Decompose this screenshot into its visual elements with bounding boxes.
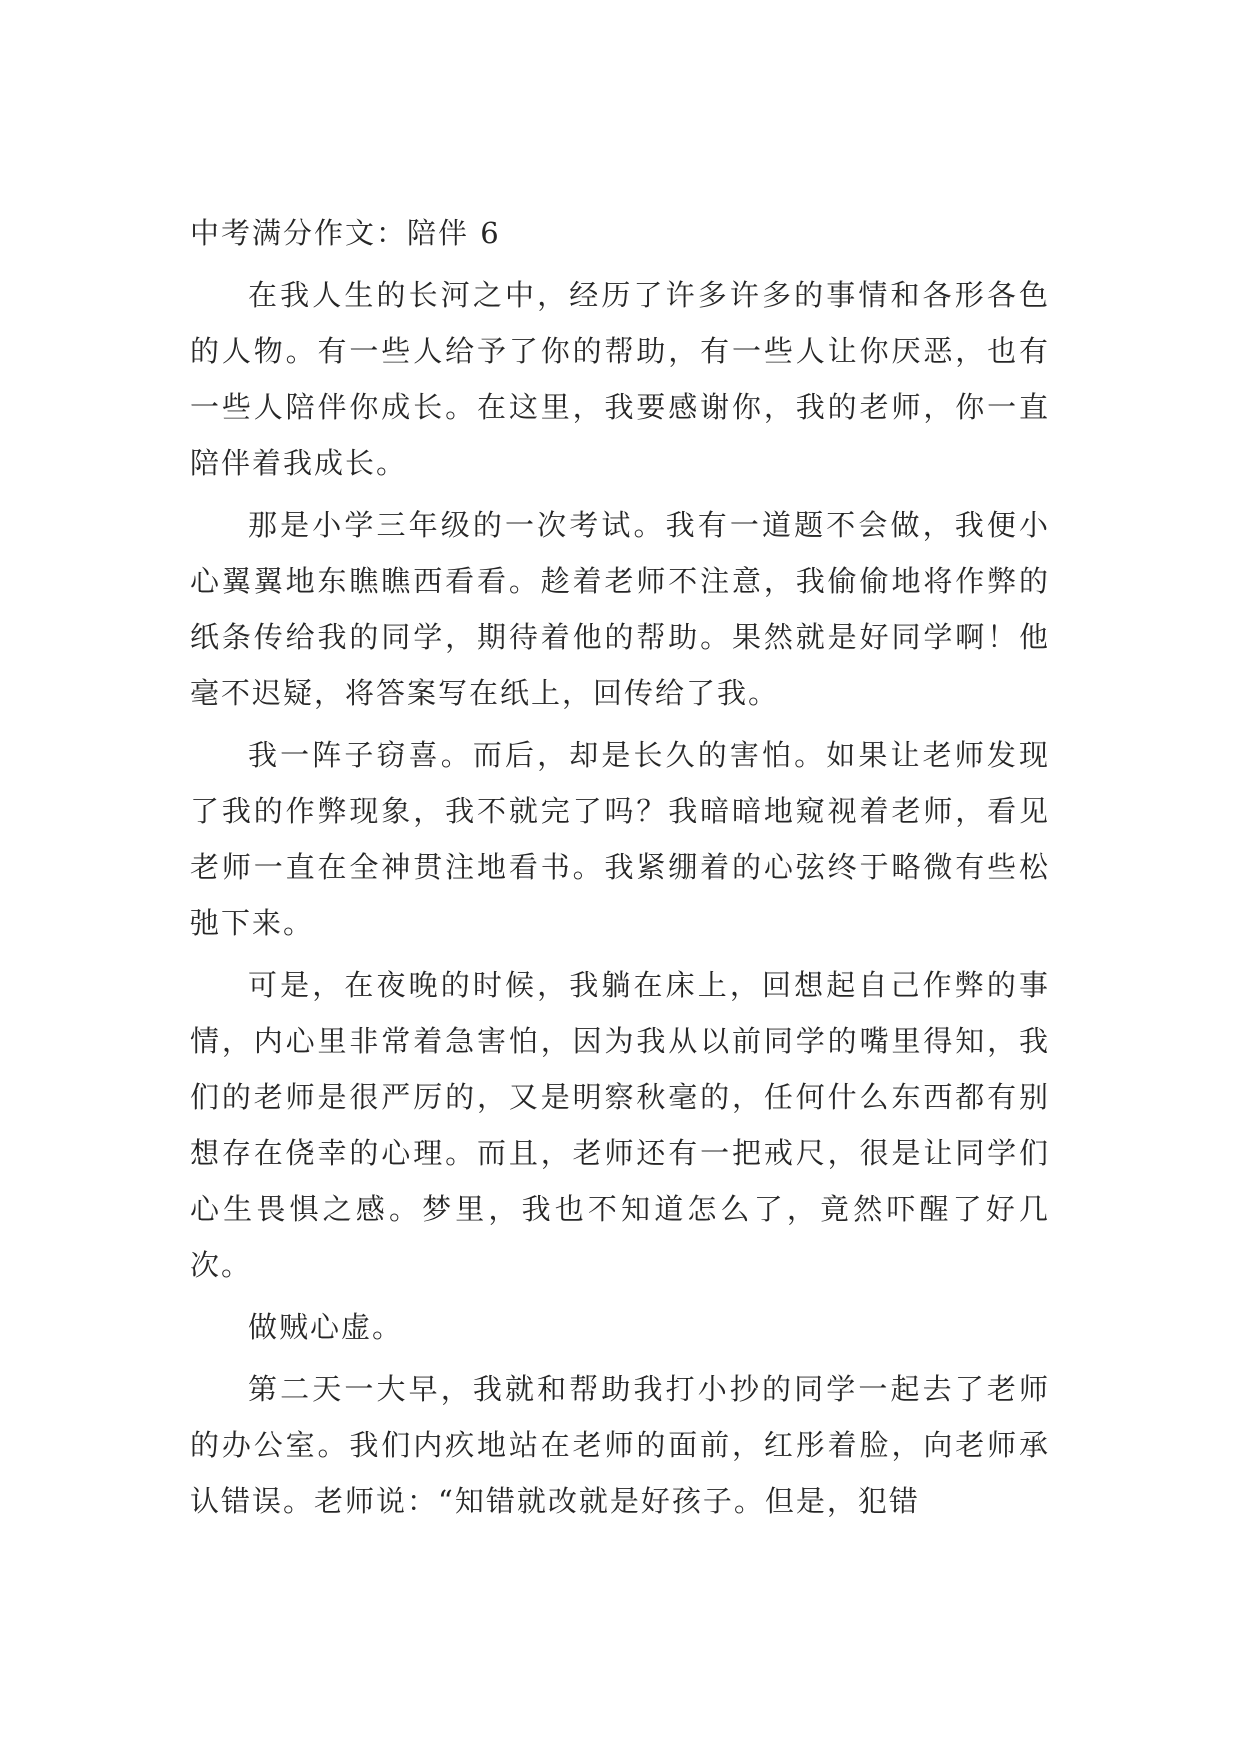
paragraph: 在我人生的长河之中，经历了许多许多的事情和各形各色的人物。有一些人给予了你的帮助，有一些人让你厌恶，也有一些人陪伴你成长。在这里，我要感谢你，我的老师，你一直陪伴着我成长。: [190, 278, 1050, 480]
paragraph: 第二天一大早，我就和帮助我打小抄的同学一起去了老师的办公室。我们内疚地站在老师的面前，红彤着脸，向老师承认错误。老师说：“知错就改就是好孩子。但是，犯错: [190, 1372, 1050, 1518]
paragraph: 可是，在夜晚的时候，我躺在床上，回想起自己作弊的事情，内心里非常着急害怕，因为我从以前同学的嘴里得知，我们的老师是很严厉的，又是明察秋毫的，任何什么东西都有别想存在侥幸的心理。而且，老师还有一把戒尺，很是让同学们心生畏惧之感。梦里，我也不知道怎么了，竟然吓醒了好几次。: [190, 968, 1050, 1282]
paragraph: 那是小学三年级的一次考试。我有一道题不会做，我便小心翼翼地东瞧瞧西看看。趁着老师不注意，我偷偷地将作弊的纸条传给我的同学，期待着他的帮助。果然就是好同学啊！他毫不迟疑，将答案写在纸上，回传给了我。: [190, 508, 1050, 710]
paragraph: 做贼心虚。: [248, 1310, 404, 1344]
document-body: [190, 205, 1050, 1535]
document-title: 中考满分作文：陪伴 6: [190, 216, 501, 250]
paragraph: 我一阵子窃喜。而后，却是长久的害怕。如果让老师发现了我的作弊现象，我不就完了吗？我暗暗地窥视着老师，看见老师一直在全神贯注地看书。我紧绷着的心弦终于略微有些松弛下来。: [190, 738, 1050, 940]
